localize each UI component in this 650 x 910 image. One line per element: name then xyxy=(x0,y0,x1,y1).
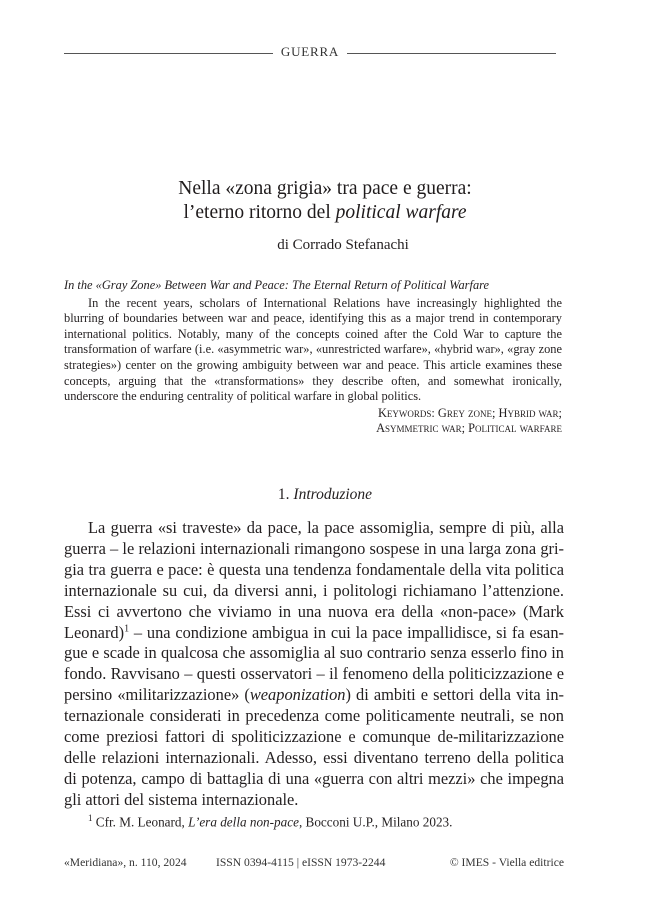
article-title-line-1: Nella «zona grigia» tra pace e guerra: xyxy=(178,178,472,199)
footer-issn: ISSN 0394-4115 | eISSN 1973-2244 xyxy=(216,856,386,869)
body-text-part-3: ) di ambiti e settori della vita internazionale considerati in precedenza come politicamente neutrali, se non come preziosi fattori di spoliticizzazione e comunque de-militarizzazione delle relazioni internazionali. Adesso, essi diventano terreno della politica di potenza, campo di battaglia di una «guerra con altri mezzi» che impegna gli attori del sistema internazionale. xyxy=(64,685,564,809)
footnote xyxy=(88,810,562,830)
footnote-suffix: , Bocconi U.P., Milano 2023. xyxy=(298,814,453,830)
article-title-line-2-italic: political warfare xyxy=(335,202,467,223)
body-text-part-1: La guerra «si traveste» da pace, la pace assomiglia, sempre di più, alla guerra – le relazioni internazionali rimangono sospese in una larga zona grigia tra guerra e pace: è questa una tendenza fondamentale della vita politica internazionale su cui, da diversi anni, i politologi richiamano l’attenzione. Essi ci avvertono che viviamo in una nuova era della «non-pace» (Mark Leonard) xyxy=(64,518,564,642)
keywords xyxy=(64,406,562,437)
keywords-line-2: Asymmetric war; Political warfare xyxy=(376,421,562,436)
author-byline: di Corrado Stefanachi xyxy=(277,237,409,253)
footnote-number: 1 xyxy=(88,813,93,823)
abstract-body: In the recent years, scholars of International Relations have increasingly highlighted the blurring of boundaries between war and peace, identifying this as a major trend in contemporary international politics. Notably, many of the concepts coined after the Cold War to capture the transformation of warfare (i.e. «asymmetric war», «unrestricted warfare», «hybrid war», «gray zone strategies») center on the growing ambiguity between war and peace. This article examines these concepts, arguing that the «transformations» they describe often, and somewhat ironically, underscore the enduring centrality of political warfare in global politics. xyxy=(64,295,562,404)
footnote-prefix: Cfr. M. Leonard, xyxy=(92,814,189,830)
running-head-rule-left xyxy=(64,53,273,54)
section-title: Introduzione xyxy=(293,486,373,503)
body-text-italic-term: weaponization xyxy=(249,685,346,705)
running-head-rule-right xyxy=(347,53,556,54)
running-head-label: GUERRA xyxy=(280,44,340,59)
page-footer xyxy=(64,856,564,870)
body-paragraph xyxy=(64,518,564,811)
footer-journal-issue: «Meridiana», n. 110, 2024 xyxy=(64,856,187,869)
section-number: 1. xyxy=(277,486,290,503)
footer-publisher: © IMES - Viella editrice xyxy=(449,856,564,869)
footnote-reference[interactable]: 1 xyxy=(124,623,130,635)
article-title-line-2 xyxy=(0,201,650,225)
title-block xyxy=(0,177,650,254)
footnote-book-title: L’era della non-pace xyxy=(188,814,299,830)
article-title-line-2-prefix: l’eterno ritorno del xyxy=(183,202,336,223)
abstract-title: In the «Gray Zone» Between War and Peace: The Eternal Return of Political Warfare xyxy=(64,278,489,292)
section-heading xyxy=(0,486,650,504)
running-head xyxy=(64,44,556,60)
keywords-line-1: Keywords: Grey zone; Hybrid war; xyxy=(377,405,562,420)
abstract xyxy=(64,278,562,437)
body-text-part-2: – una condizione ambigua in cui la pace impallidisce, si fa esangue e scade in qualcosa che assomiglia al suo contrario senza esserlo fino in fondo. Ravvisano – questi osservatori – il fenomeno della politicizzazione e persino «militarizzazione» ( xyxy=(64,622,564,705)
